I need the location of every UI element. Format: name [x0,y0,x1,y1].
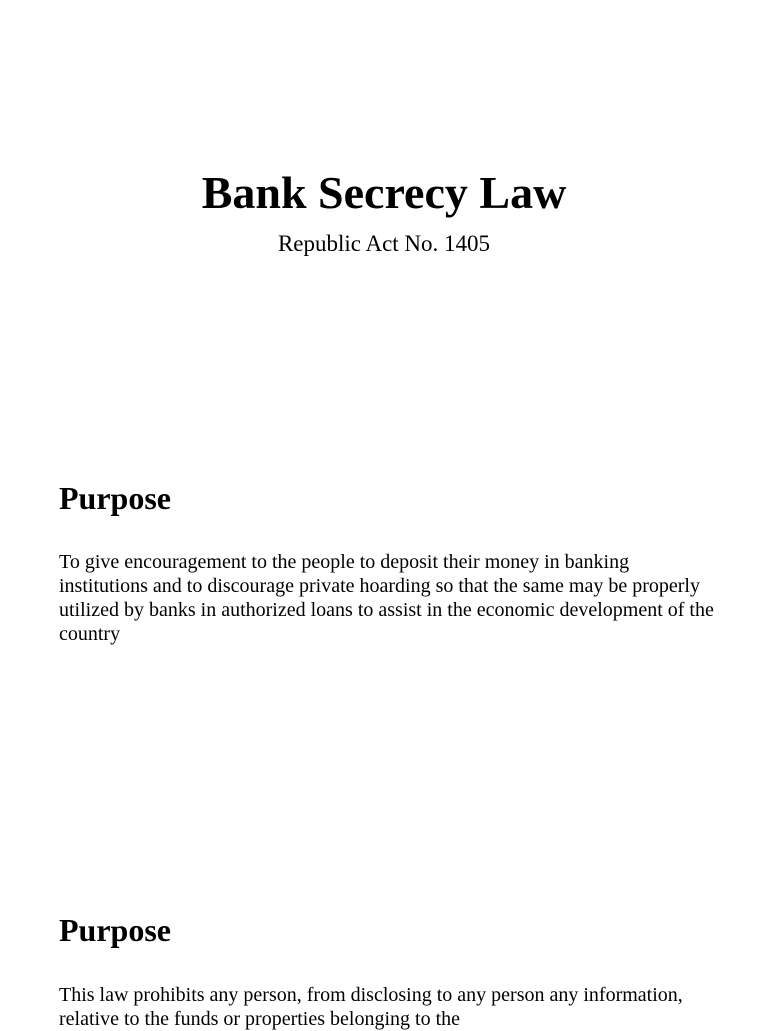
document-title: Bank Secrecy Law [201,167,567,218]
section-heading: Purpose [59,912,171,948]
section-body: This law prohibits any person, from disclosing to any person any information, relative to the funds or properties belonging to the [59,984,683,1030]
section-heading: Purpose [59,480,171,516]
title-slide [0,0,768,432]
document-subtitle: Republic Act No. 1405 [277,231,491,256]
section-body: To give encouragement to the people to deposit their money in banking institutions and to discourage private hoarding so that the same may be properly utilized by banks in authorized loans to assist in the economic development of the country [59,551,714,645]
